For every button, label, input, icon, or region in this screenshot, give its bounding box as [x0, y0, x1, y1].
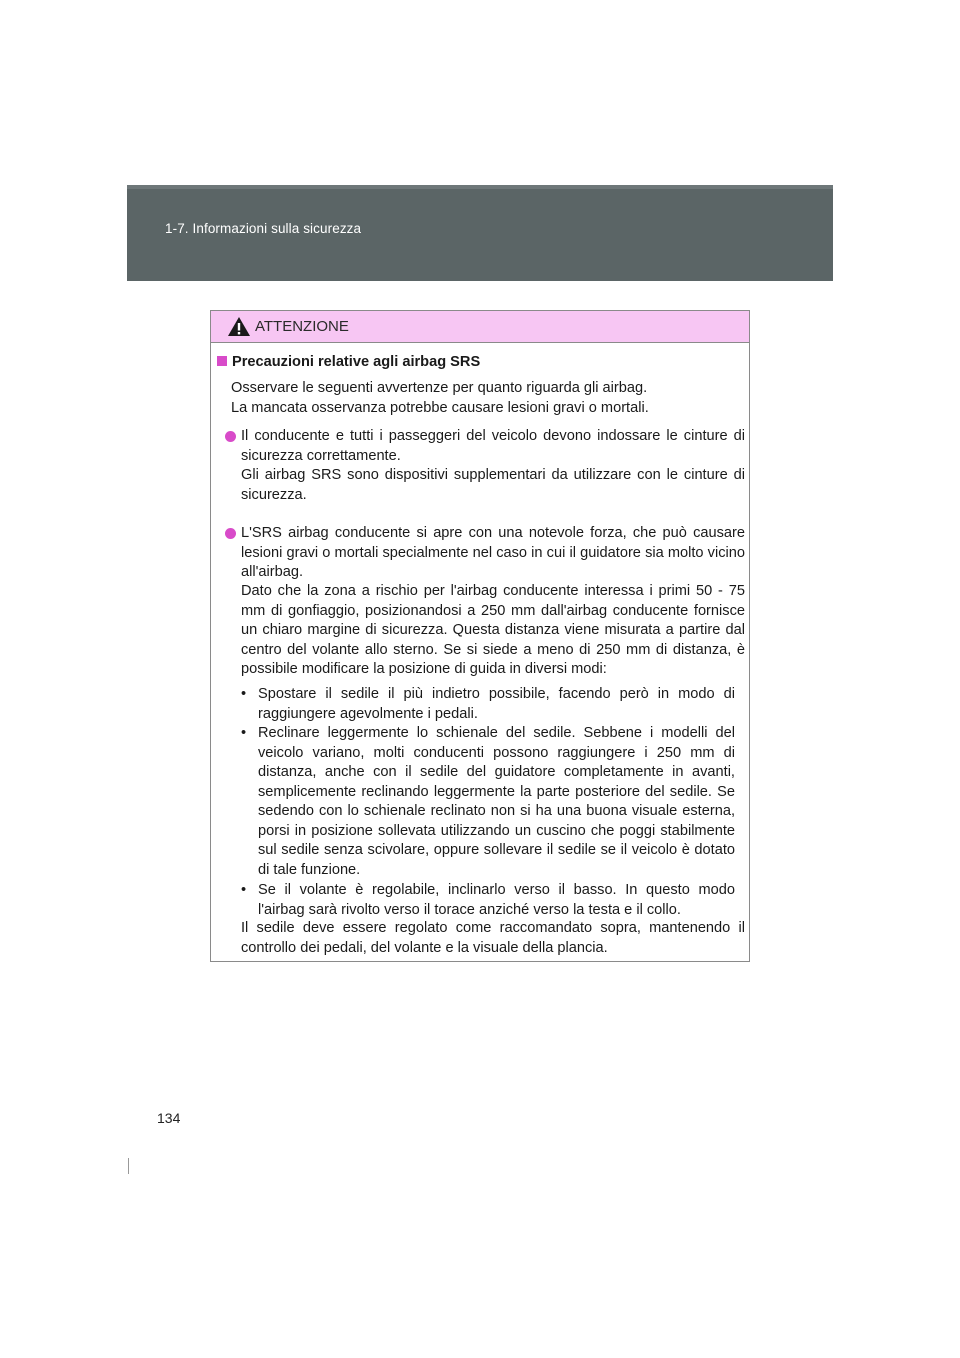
warning-label: ATTENZIONE [255, 318, 349, 335]
list-item [241, 881, 735, 920]
list-item-text: Reclinare leggermente lo schienale del sedile. Sebbene i modelli del veicolo variano, molti conducenti possono raggiungere i 250 mm di distanza, anche con il sedile del guidatore completamente in avanti, semplicemente reclinando leggermente la parte posteriore del sedile. Se sedendo con lo schienale reclinato non si ha una buona visuale esterna, porsi in posizione sollevata utilizzando un cuscino che poggi stabilmente sul sedile senza scivolare, oppure sollevare il sedile se il veicolo è dotato di tale funzione. [258, 725, 735, 878]
bullet-dot: • [241, 686, 247, 702]
warning-triangle-icon [227, 316, 251, 337]
bullet-1-text-b: Gli airbag SRS sono dispositivi supplementari da utilizzare con le cinture di sicurezza. [241, 467, 745, 503]
warning-header [211, 311, 749, 343]
distance-paragraph: Dato che la zona a rischio per l'airbag conducente interessa i primi 50 - 75 mm di gonfiaggio, posizionandosi a 250 mm dall'airbag conducente fornisce un chiaro margine di sicurezza. Questa distanza viene misurata a partire dal centro del volante allo sterno. Se si siede a meno di 250 mm di distanza, è possibile modificare la posizione di guida in diversi modi: [241, 583, 745, 677]
bullet-2-text: L'SRS airbag conducente si apre con una notevole forza, che può causare lesioni gravi o mortali specialmente nel caso in cui il guidatore sia molto vicino all'airbag. [241, 525, 745, 580]
intro-text [231, 379, 731, 418]
bullet-dot: • [241, 725, 247, 741]
section-header-band [127, 185, 833, 281]
list-item [241, 685, 735, 724]
list-item-text: Se il volante è regolabile, inclinarlo verso il basso. In questo modo l'airbag sarà rivolto verso il torace anziché verso la testa e il collo. [258, 882, 735, 918]
bullet-dot: • [241, 882, 247, 898]
bullet-1-text: Il conducente e tutti i passeggeri del veicolo devono indossare le cinture di sicurezza correttamente. [241, 428, 745, 464]
closing-text: Il sedile deve essere regolato come raccomandato sopra, mantenendo il controllo dei pedali, del volante e la visuale della plancia. [241, 920, 745, 956]
intro-line-2: La mancata osservanza potrebbe causare lesioni gravi o mortali. [231, 399, 649, 416]
section-title: 1-7. Informazioni sulla sicurezza [165, 221, 362, 236]
crop-mark [128, 1158, 129, 1174]
bullet-item-seatbelts [241, 427, 745, 505]
list-item [241, 724, 735, 880]
circle-bullet-icon [225, 528, 236, 539]
page-number: 134 [157, 1110, 181, 1126]
warning-box [210, 310, 750, 962]
circle-bullet-icon [225, 431, 236, 442]
subheading-text: Precauzioni relative agli airbag SRS [232, 354, 481, 370]
list-item-text: Spostare il sedile il più indietro possibile, facendo però in modo di raggiungere agevolmente i pedali. [258, 686, 735, 722]
warning-subheading [217, 353, 480, 373]
square-bullet-icon [217, 356, 227, 366]
bullet-item-driver-airbag [241, 524, 745, 583]
intro-line-1: Osservare le seguenti avvertenze per quanto riguarda gli airbag. [231, 380, 648, 396]
